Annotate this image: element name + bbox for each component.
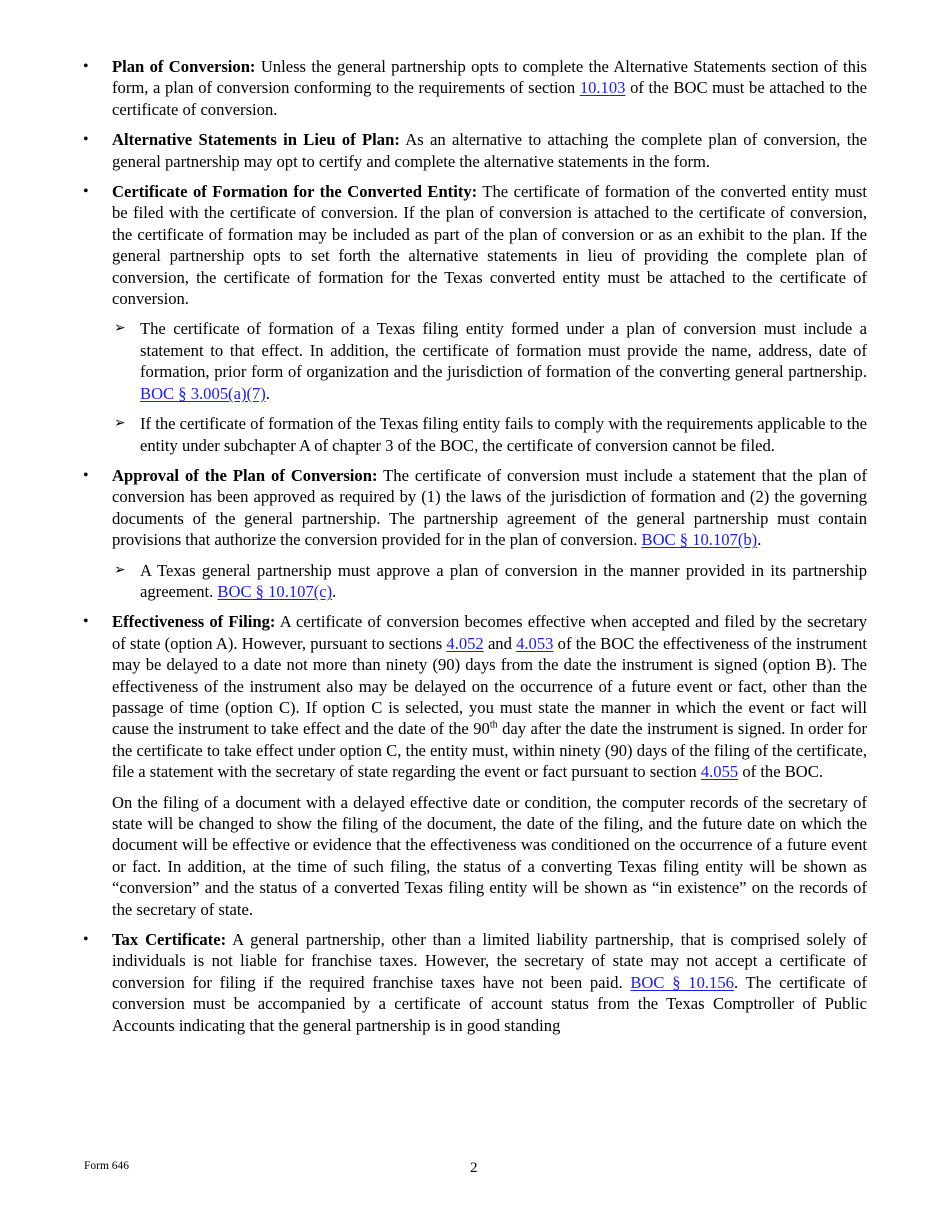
arrow-bullet-icon: ➢ (114, 562, 126, 578)
sub-item (114, 413, 867, 456)
item-approval-of-plan (83, 465, 867, 602)
superscript-th: th (489, 719, 498, 731)
bullet-icon: • (83, 183, 89, 201)
item-text: of the BOC the effectiveness of the instrument may be delayed to a date not more than ninety (90) days from the date the instrument is signed (option B). The effectiveness of the instrument also may be delayed on the occurrence of a future event or fact, other than the passage of time (option C). If option C is selected, you must state the manner in which the event or fact will cause the instrument to take effect and the date of the 90 (112, 633, 867, 739)
arrow-bullet-icon: ➢ (114, 321, 126, 337)
item-heading: Certificate of Formation for the Converted Entity: (112, 182, 478, 202)
sub-item-text: A Texas general partnership must approve a plan of conversion in the manner provided in its partnership agreement. (140, 560, 867, 601)
item-text: day after the date the instrument is signed. In order for the certificate to take effect under option C, the entity must, within ninety (90) days of the filing of the certificate, file a statement with the secretary of state regarding the event or fact pursuant to section (112, 719, 867, 782)
link-boc-10-156[interactable]: BOC § 10.156 (630, 972, 734, 992)
item-certificate-of-formation (83, 181, 867, 456)
form-number: Form 646 (84, 1160, 130, 1172)
sub-list (114, 560, 867, 603)
item-text: A certificate of conversion becomes effective when accepted and filed by the secretary of state (option A). However, pursuant to sections (112, 612, 867, 653)
item-text: and (483, 633, 517, 653)
sub-item-text: If the certificate of formation of the Texas filing entity fails to comply with the requirements applicable to the entity under subchapter A of chapter 3 of the BOC, the certificate of conversion cannot be filed. (140, 414, 867, 455)
item-text: of the BOC must be attached to the certificate of conversion. (112, 78, 867, 119)
link-boc-10-103[interactable]: 10.103 (579, 78, 626, 98)
bullet-icon: • (83, 931, 89, 949)
item-text: . (757, 530, 762, 550)
item-text: of the BOC. (738, 762, 824, 782)
item-text: The certificate of conversion must include a statement that the plan of conversion has been approved as required by (1) the laws of the jurisdiction of formation and (2) the governing documents of the general partnership. The partnership agreement of the general partnership must contain provisions that authorize the conversion provided for in the plan of conversion. (112, 465, 867, 550)
arrow-bullet-icon: ➢ (114, 416, 126, 432)
item-plan-of-conversion (83, 56, 868, 120)
item-text: A general partnership, other than a limited liability partnership, that is comprised solely of individuals is not liable for franchise taxes. However, the secretary of state may not accept a certificate of conversion for filing if the required franchise taxes have not been paid. (112, 930, 867, 992)
sub-item (114, 560, 867, 603)
bullet-icon: • (83, 613, 89, 631)
item-text: The certificate of formation of the converted entity must be filed with the certificate of conversion. If the plan of conversion is attached to the certificate of conversion, the certificate of formation may be included as part of the plan of conversion or as an exhibit to the plan. If the general partnership opts to set forth the alternative statements in lieu of providing the complete plan of conversion, the certificate of formation for the Texas converted entity must be attached to the certificate of conversion. (112, 182, 867, 309)
bullet-icon: • (83, 466, 89, 484)
sub-item (114, 318, 867, 404)
sub-item-text: The certificate of formation of a Texas filing entity formed under a plan of conversion must include a statement to that effect. In addition, the certificate of formation must provide the name, address, date of formation, prior form of organization and the jurisdiction of formation of the converting general partnership. (140, 319, 867, 382)
sub-item-text: . (265, 383, 270, 403)
page-number: 2 (470, 1160, 478, 1176)
link-boc-10-107c[interactable]: BOC § 10.107(c) (217, 581, 333, 601)
link-boc-4-053[interactable]: 4.053 (516, 633, 554, 653)
sub-item-text: . (332, 581, 337, 601)
link-boc-10-107b[interactable]: BOC § 10.107(b) (641, 530, 758, 550)
item-text: Unless the general partnership opts to complete the Alternative Statements section of this form, a plan of conversion conforming to the requirements of section (112, 57, 868, 98)
item-heading: Alternative Statements in Lieu of Plan: (112, 130, 400, 150)
sub-list (114, 318, 867, 455)
item-effectiveness-of-filing (83, 611, 867, 920)
item-tax-certificate (83, 929, 867, 1036)
link-boc-4-052[interactable]: 4.052 (446, 633, 484, 653)
item-text: As an alternative to attaching the complete plan of conversion, the general partnership may opt to certify and complete the alternative statements in the form. (112, 130, 867, 171)
item-text: . The certificate of conversion must be accompanied by a certificate of account status from the Texas Comptroller of Public Accounts indicating that the general partnership is in good standing (112, 972, 867, 1035)
item-heading: Plan of Conversion: (112, 57, 256, 76)
bullet-icon: • (83, 131, 89, 149)
item-paragraph: On the filing of a document with a delayed effective date or condition, the computer records of the secretary of state will be changed to show the filing of the document, the date of the filing, and the future date on which the document will be effective or evidence that the effectiveness was conditioned on the occurrence of a future event or fact. In addition, at the time of such filing, the status of a converting Texas filing entity will be shown as “conversion” and the status of a converted Texas filing entity will be shown as “in existence” on the records of the secretary of state. (112, 792, 867, 919)
link-boc-3-005[interactable]: BOC § 3.005(a)(7) (140, 383, 266, 403)
item-alternative-statements (83, 129, 867, 172)
item-heading: Approval of the Plan of Conversion: (112, 465, 378, 485)
bullet-icon: • (83, 58, 89, 75)
item-heading: Effectiveness of Filing: (112, 612, 276, 632)
instructions-list (83, 56, 868, 1045)
item-heading: Tax Certificate: (112, 930, 227, 950)
link-boc-4-055[interactable]: 4.055 (700, 762, 739, 782)
